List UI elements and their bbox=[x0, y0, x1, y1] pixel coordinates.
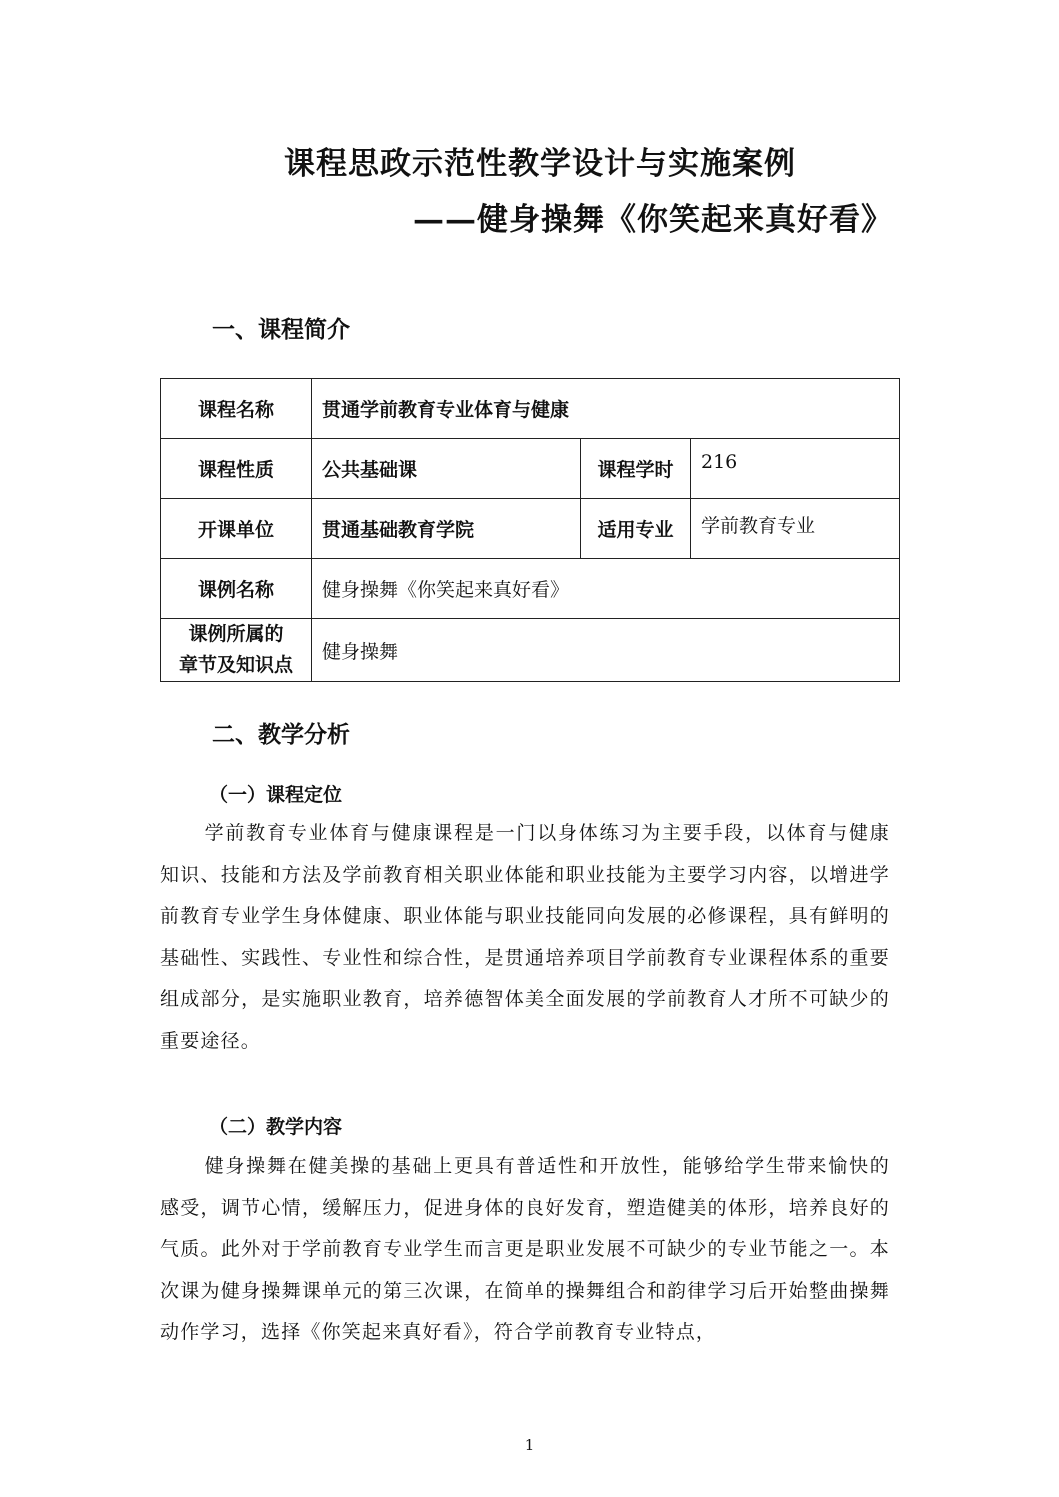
course-hours-label: 课程学时 bbox=[581, 439, 691, 499]
course-name-value: 贯通学前教育专业体育与健康 bbox=[312, 379, 900, 439]
subheading-course-positioning: （一）课程定位 bbox=[209, 784, 343, 806]
paragraph-text: 健身操舞在健美操的基础上更具有普适性和开放性，能够给学生带来愉快的感受，调节心情，缓解压力，促进身体的良好发育，塑造健美的体形，培养良好的气质。此外对于学前教育专业学生而言更是职业发展不可缺少的专业节能之一。本次课为健身操舞课单元的第三次课，在简单的操舞组合和韵律学习后开始整曲操舞动作学习，选择《你笑起来真好看》，符合学前教育专业特点， bbox=[160, 1155, 890, 1343]
course-nature-label: 课程性质 bbox=[161, 439, 312, 499]
case-name-label: 课例名称 bbox=[161, 559, 312, 619]
course-nature-value: 公共基础课 bbox=[312, 439, 581, 499]
table-row bbox=[161, 619, 900, 682]
paragraph-text: 学前教育专业体育与健康课程是一门以身体练习为主要手段，以体育与健康知识、技能和方法及学前教育相关职业体能和职业技能为主要学习内容，以增进学前教育专业学生身体健康、职业体能与职业技能同向发展的必修课程，具有鲜明的基础性、实践性、专业性和综合性，是贯通培养项目学前教育专业课程体系的重要组成部分，是实施职业教育，培养德智体美全面发展的学前教育人才所不可缺少的重要途径。 bbox=[160, 822, 890, 1052]
section-heading-teaching-analysis: 二、教学分析 bbox=[212, 721, 350, 748]
applicable-major-value: 学前教育专业 bbox=[691, 499, 900, 559]
document-subtitle: ——健身操舞《你笑起来真好看》 bbox=[413, 202, 893, 238]
case-name-value: 健身操舞《你笑起来真好看》 bbox=[312, 559, 900, 619]
table-row bbox=[161, 379, 900, 439]
chapter-label-line2: 章节及知识点 bbox=[178, 654, 293, 676]
table-row bbox=[161, 559, 900, 619]
chapter-knowledge-label bbox=[161, 619, 312, 682]
offering-unit-value: 贯通基础教育学院 bbox=[312, 499, 581, 559]
chapter-label-line1: 课例所属的 bbox=[188, 623, 284, 645]
section-heading-course-intro: 一、课程简介 bbox=[212, 316, 350, 343]
subheading-teaching-content: （二）教学内容 bbox=[209, 1116, 343, 1138]
offering-unit-label: 开课单位 bbox=[161, 499, 312, 559]
paragraph-course-positioning bbox=[160, 813, 890, 1062]
course-hours-value: 216 bbox=[691, 439, 900, 499]
table-row bbox=[161, 439, 900, 499]
table-row bbox=[161, 499, 900, 559]
course-info-table bbox=[160, 378, 900, 682]
chapter-knowledge-value: 健身操舞 bbox=[312, 619, 900, 682]
page-number: 1 bbox=[524, 1436, 535, 1454]
applicable-major-label: 适用专业 bbox=[581, 499, 691, 559]
paragraph-teaching-content bbox=[160, 1146, 890, 1354]
document-title: 课程思政示范性教学设计与实施案例 bbox=[284, 146, 796, 182]
course-name-label: 课程名称 bbox=[161, 379, 312, 439]
